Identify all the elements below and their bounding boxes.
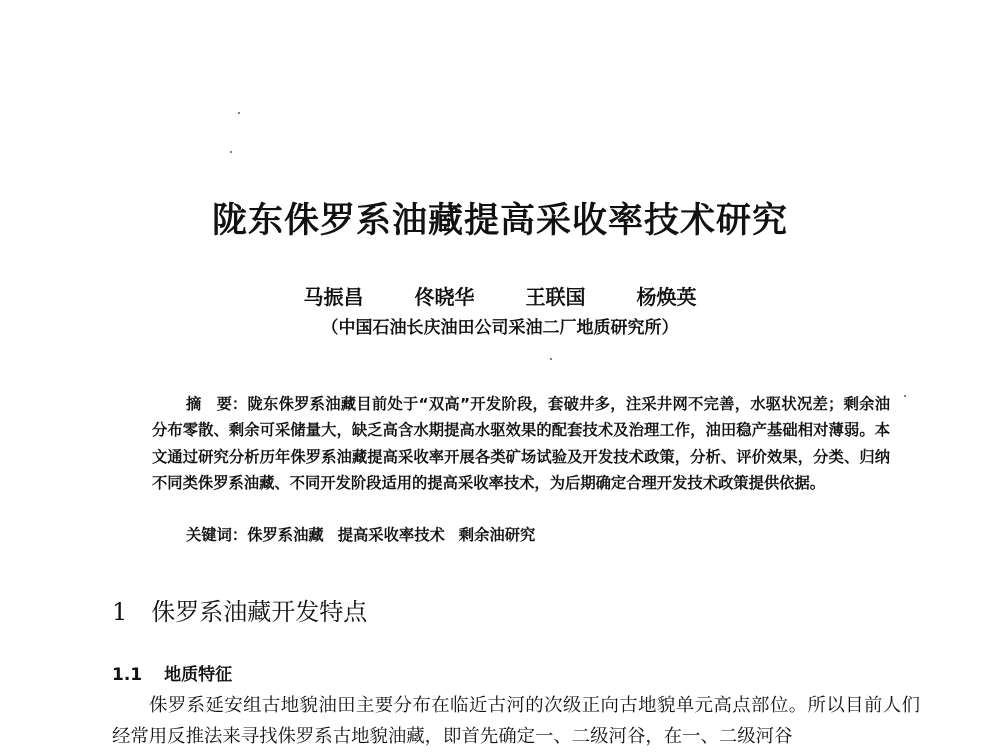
subsection-heading [112, 662, 232, 688]
subsection-title: 地质特征 [164, 665, 233, 685]
author-name: 杨焕英 [636, 285, 697, 309]
section-heading [112, 594, 367, 630]
subsection-number: 1.1 [112, 665, 143, 685]
scan-speck [238, 112, 240, 114]
keywords-label: 关键词： [186, 526, 248, 544]
body-paragraph: 侏罗系延安组古地貌油田主要分布在临近古河的次级正向古地貌单元高点部位。所以目前人们经常用反推法来寻找侏罗系古地貌油藏，即首先确定一、二级河谷，在一、二级河谷 [112, 695, 920, 747]
abstract-label: 摘 要： [186, 395, 248, 413]
author-list [0, 285, 1000, 309]
keyword: 侏罗系油藏 [247, 526, 324, 544]
scan-speck [550, 358, 552, 360]
keywords [186, 522, 549, 548]
author-name: 王联国 [525, 285, 586, 309]
author-name: 佟晓华 [414, 285, 475, 309]
section-number: 1 [112, 598, 128, 626]
scan-speck [230, 151, 232, 153]
author-affiliation: （中国石油长庆油田公司采油二厂地质研究所） [321, 318, 679, 338]
section-title: 侏罗系油藏开发特点 [151, 598, 368, 626]
scan-speck [904, 395, 906, 397]
paper-title: 陇东侏罗系油藏提高采收率技术研究 [211, 201, 788, 241]
keyword: 提高采收率技术 [337, 526, 445, 544]
abstract-text: 陇东侏罗系油藏目前处于“双高”开发阶段，套破井多，注采井网不完善，水驱状况差；剩余油分布零散、剩余可采储量大，缺乏高含水期提高水驱效果的配套技术及治理工作，油田稳产基础相对薄弱。本文通过研究分析历年侏罗系油藏提高采收率开展各类矿场试验及开发技术政策，分析、评价效果，分类、归纳不同类侏罗系油藏、不同开发阶段适用的提高采收率技术，为后期确定合理开发技术政策提供依据。 [152, 395, 890, 493]
abstract [152, 391, 890, 497]
keyword: 剩余油研究 [458, 526, 536, 544]
author-name: 马振昌 [303, 285, 364, 309]
